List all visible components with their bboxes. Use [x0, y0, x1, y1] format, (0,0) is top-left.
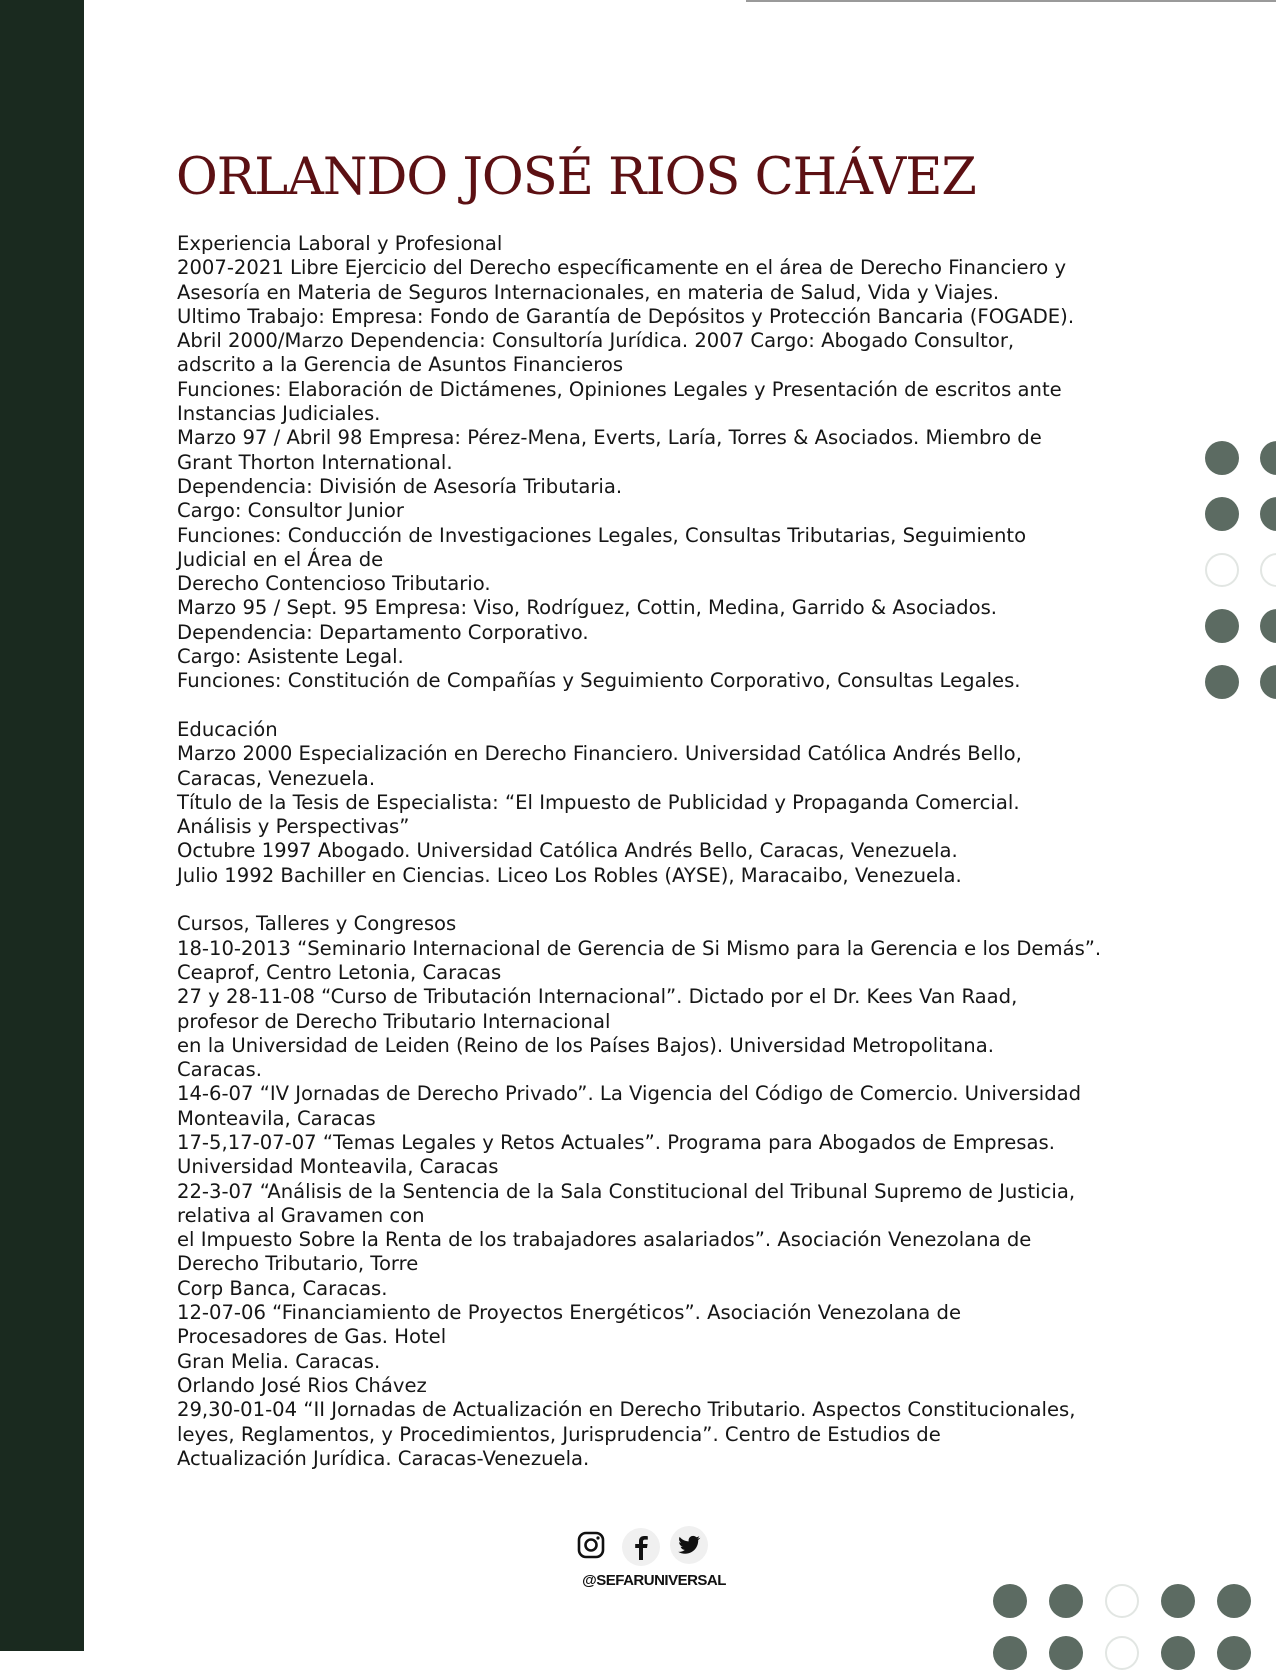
text-line: Ultimo Trabajo: Empresa: Fondo de Garantía de Depósitos y Protección Bancaria (FOGADE).: [177, 304, 1075, 328]
twitter-icon[interactable]: [670, 1526, 708, 1564]
decorative-dot: [1049, 1584, 1083, 1618]
decorative-dot: [1260, 665, 1276, 699]
text-line: Cargo: Asistente Legal.: [177, 645, 404, 669]
text-line: Corp Banca, Caracas.: [177, 1276, 388, 1300]
decorative-dot: [1260, 497, 1276, 531]
text-line: Grant Thorton International.: [177, 450, 453, 474]
text-line: Funciones: Conducción de Investigaciones Legales, Consultas Tributarias, Seguimiento: [177, 523, 1027, 547]
text-line: adscrito a la Gerencia de Asuntos Financieros: [177, 353, 624, 377]
text-line: Procesadores de Gas. Hotel: [177, 1325, 447, 1349]
text-line: Julio 1992 Bachiller en Ciencias. Liceo Los Robles (AYSE), Maracaibo, Venezuela.: [177, 863, 962, 887]
top-divider-line: [746, 0, 1276, 2]
text-line: Funciones: Constitución de Compañías y Seguimiento Corporativo, Consultas Legales.: [177, 669, 1021, 693]
text-line: 29,30-01-04 “II Jornadas de Actualización en Derecho Tributario. Aspectos Constitucionales,: [177, 1398, 1076, 1422]
text-line: leyes, Reglamentos, y Procedimientos, Jurisprudencia”. Centro de Estudios de: [177, 1422, 941, 1446]
paragraph-gap: [177, 694, 1117, 718]
text-line: Instancias Judiciales.: [177, 402, 381, 426]
page-title: ORLANDO JOSÉ RIOS CHÁVEZ: [176, 148, 976, 207]
text-line: Ceaprof, Centro Letonia, Caracas: [177, 960, 502, 984]
text-line: Caracas, Venezuela.: [177, 766, 376, 790]
text-line: Caracas.: [177, 1058, 262, 1082]
decorative-dot: [1260, 609, 1276, 643]
text-line: Derecho Contencioso Tributario.: [177, 572, 491, 596]
decorative-dot-hollow: [1105, 1584, 1139, 1618]
text-line: Marzo 95 / Sept. 95 Empresa: Viso, Rodríguez, Cottin, Medina, Garrido & Asociados.: [177, 596, 998, 620]
decorative-dot: [1161, 1584, 1195, 1618]
decorative-dot: [1205, 497, 1239, 531]
decorative-dot: [1205, 609, 1239, 643]
decorative-dot: [1205, 441, 1239, 475]
decorative-dot: [1217, 1584, 1251, 1618]
text-line: Orlando José Rios Chávez: [177, 1373, 427, 1397]
text-line: 12-07-06 “Financiamiento de Proyectos Energéticos”. Asociación Venezolana de: [177, 1301, 962, 1325]
decorative-dot: [993, 1636, 1027, 1670]
text-line: Dependencia: Departamento Corporativo.: [177, 620, 589, 644]
text-line: Marzo 97 / Abril 98 Empresa: Pérez-Mena, Everts, Laría, Torres & Asociados. Miembro de: [177, 426, 1042, 450]
text-line: Judicial en el Área de: [177, 547, 384, 571]
text-line: Cursos, Talleres y Congresos: [177, 912, 457, 936]
text-line: relativa al Gravamen con: [177, 1203, 425, 1227]
text-line: 27 y 28-11-08 “Curso de Tributación Internacional”. Dictado por el Dr. Kees Van Raad,: [177, 985, 1018, 1009]
text-line: 14-6-07 “IV Jornadas de Derecho Privado”. La Vigencia del Código de Comercio. Universidad: [177, 1082, 1082, 1106]
decorative-dot-hollow: [1105, 1636, 1139, 1670]
text-line: Derecho Tributario, Torre: [177, 1252, 419, 1276]
text-line: Octubre 1997 Abogado. Universidad Católica Andrés Bello, Caracas, Venezuela.: [177, 839, 958, 863]
text-line: Marzo 2000 Especialización en Derecho Financiero. Universidad Católica Andrés Bello,: [177, 742, 1022, 766]
text-line: 22-3-07 “Análisis de la Sentencia de la Sala Constitucional del Tribunal Supremo de Justicia,: [177, 1179, 1076, 1203]
text-line: Monteavila, Caracas: [177, 1106, 376, 1130]
text-line: el Impuesto Sobre la Renta de los trabajadores asalariados”. Asociación Venezolana de: [177, 1228, 1032, 1252]
social-footer: [570, 1526, 738, 1606]
text-line: profesor de Derecho Tributario Internacional: [177, 1009, 611, 1033]
social-handle[interactable]: @SEFARUNIVERSAL: [582, 1572, 726, 1589]
decorative-dot: [1049, 1636, 1083, 1670]
resume-body: [177, 232, 1117, 1471]
decorative-dot-hollow: [1205, 553, 1239, 587]
text-line: Universidad Monteavila, Caracas: [177, 1155, 499, 1179]
text-line: Título de la Tesis de Especialista: “El Impuesto de Publicidad y Propaganda Comercial.: [177, 790, 1020, 814]
text-line: Actualización Jurídica. Caracas-Venezuela.: [177, 1446, 590, 1470]
decorative-dot-hollow: [1260, 553, 1276, 587]
text-line: Abril 2000/Marzo Dependencia: Consultoría Jurídica. 2007 Cargo: Abogado Consultor,: [177, 329, 1015, 353]
decorative-dot: [1205, 665, 1239, 699]
text-line: 18-10-2013 “Seminario Internacional de Gerencia de Si Mismo para la Gerencia e los Demás”.: [177, 936, 1102, 960]
decorative-dot: [1260, 441, 1276, 475]
paragraph-gap: [177, 888, 1117, 912]
facebook-icon[interactable]: [622, 1528, 660, 1566]
decorative-dot: [1161, 1636, 1195, 1670]
text-line: Análisis y Perspectivas”: [177, 815, 410, 839]
text-line: Educación: [177, 717, 278, 741]
text-line: Cargo: Consultor Junior: [177, 499, 404, 523]
text-line: Experiencia Laboral y Profesional: [177, 232, 503, 255]
left-sidebar-bar: [0, 0, 84, 1651]
text-line: 17-5,17-07-07 “Temas Legales y Retos Actuales”. Programa para Abogados de Empresas.: [177, 1130, 1055, 1154]
text-line: en la Universidad de Leiden (Reino de los Países Bajos). Universidad Metropolitana.: [177, 1033, 994, 1057]
text-line: Asesoría en Materia de Seguros Internacionales, en materia de Salud, Vida y Viajes.: [177, 280, 1000, 304]
decorative-dot: [993, 1584, 1027, 1618]
text-line: 2007-2021 Libre Ejercicio del Derecho específicamente en el área de Derecho Financiero y: [177, 256, 1067, 280]
instagram-icon[interactable]: [572, 1526, 610, 1564]
decorative-dot: [1217, 1636, 1251, 1670]
text-line: Gran Melia. Caracas.: [177, 1349, 381, 1373]
text-line: Funciones: Elaboración de Dictámenes, Opiniones Legales y Presentación de escritos ante: [177, 377, 1062, 401]
text-line: Dependencia: División de Asesoría Tributaria.: [177, 474, 623, 498]
